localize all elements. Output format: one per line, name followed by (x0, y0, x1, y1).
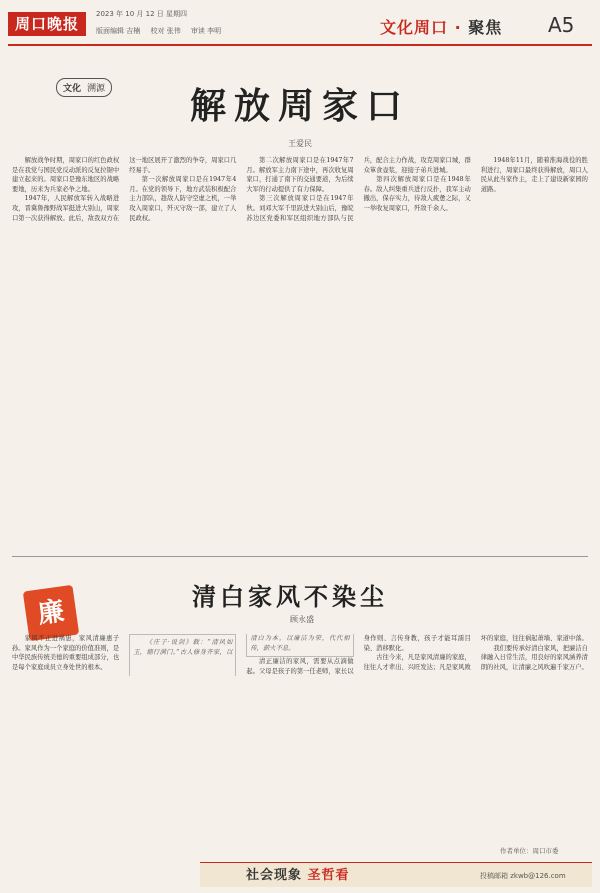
lower-article-title: 清白家风不染尘 (192, 582, 388, 611)
paragraph: 我们要传承好清白家风，把廉洁自律融入日常生活，用良好的家风涵养清朗的社风，让清廉之风吹遍千家万户。 (480, 644, 588, 671)
seal-icon: 廉 (23, 585, 79, 641)
newspaper-logo: 周口晚报 (8, 12, 86, 36)
paragraph: 古往今来，凡是家风清廉的家庭，往往人才辈出、兴旺发达；凡是家风败坏的家庭，往往祸起萧墙、家道中落。 (363, 635, 588, 671)
section-title: 文化周口 · 聚焦 (380, 18, 503, 37)
section-divider (12, 556, 588, 557)
column-tag-b: 溯源 (87, 84, 106, 94)
footer-column-title (246, 864, 350, 883)
submission-email: 投稿邮箱 zkwb@126.com (480, 872, 566, 880)
author-affiliation: 作者单位：周口市委 (500, 847, 559, 855)
upper-article-title: 解放周家口 (189, 85, 410, 127)
upper-article-author: 王爱民 (288, 139, 312, 148)
section-focus: 聚焦 (468, 18, 503, 37)
column-tag-a: 文化 (63, 84, 82, 94)
lower-article-body (12, 634, 588, 856)
staff-editor: 版面编辑 吉楠 (96, 27, 141, 35)
staff-line (96, 26, 229, 36)
footer-column-b: 圣哲看 (307, 868, 350, 883)
footer-column-a: 社会现象 (246, 868, 303, 883)
quote-box: 《庄子·说剑》载：“清风如玉，德行满门。”古人修身齐家，以清白为本，以廉洁为荣，代代相传，薪火不息。 (129, 634, 353, 676)
header-rule (8, 44, 592, 46)
section-name: 文化周口 (380, 18, 449, 37)
upper-article-body (12, 156, 588, 548)
paragraph: 1947年，人民解放军转入战略进攻，晋冀鲁豫野战军挺进大别山，周家口第一次获得解放。此后，敌我双方在这一地区展开了激烈的争夺，周家口几经易手。 (12, 157, 237, 222)
paragraph: 清正廉洁的家风，需要从点滴做起。父母是孩子的第一任老师，家长以身作则、言传身教，孩子才能耳濡目染、潜移默化。 (246, 635, 471, 675)
paragraph: 第一次解放周家口是在1947年4月。在党的领导下，地方武装积极配合主力部队，趁敌人防守空虚之机，一举攻入周家口，歼灭守敌一部，建立了人民政权。 (129, 176, 237, 222)
paragraph: 第二次解放周家口是在1947年7月。解放军主力南下途中，再次收复周家口，打通了南下的交通要道，为后续大军的行动提供了有力保障。 (246, 157, 354, 193)
paragraph: 家风不正进祸患，家风清廉惠子孙。家风作为一个家庭的价值准则，是中华民族传统美德的重要组成部分，也是每个家庭成员立身处世的根本。 (12, 635, 120, 671)
paragraph: 1948年11月，随着淮海战役的胜利进行，周家口最终获得解放，周口人民从此当家作主，走上了建设新家园的道路。 (480, 157, 588, 193)
staff-review: 审读 李明 (190, 27, 222, 35)
paragraph: 第四次解放周家口是在1948年春。敌人纠集重兵进行反扑，我军主动撤出，保存实力，待敌人疲惫之际，又一举收复周家口，歼敌千余人。 (363, 176, 471, 212)
paragraph: 第三次解放周家口是在1947年秋。刘邓大军千里跃进大别山后，豫皖苏边区党委和军区组织地方部队与民兵，配合主力作战，攻克周家口城，群众箪食壶浆，迎接子弟兵进城。 (246, 157, 471, 222)
date-line: 2023 年 10 月 12 日 星期四 (96, 10, 187, 18)
page-number: A5 (548, 13, 575, 37)
paragraph: 解放战争时期，周家口的红色政权是在我党与国民党反动派的反复拉锯中建立起来的。周家口是豫东地区的战略要地，历来为兵家必争之地。 (12, 157, 120, 193)
lower-article-author: 顾永盛 (290, 615, 314, 624)
staff-proof: 校对 张伟 (150, 27, 181, 35)
